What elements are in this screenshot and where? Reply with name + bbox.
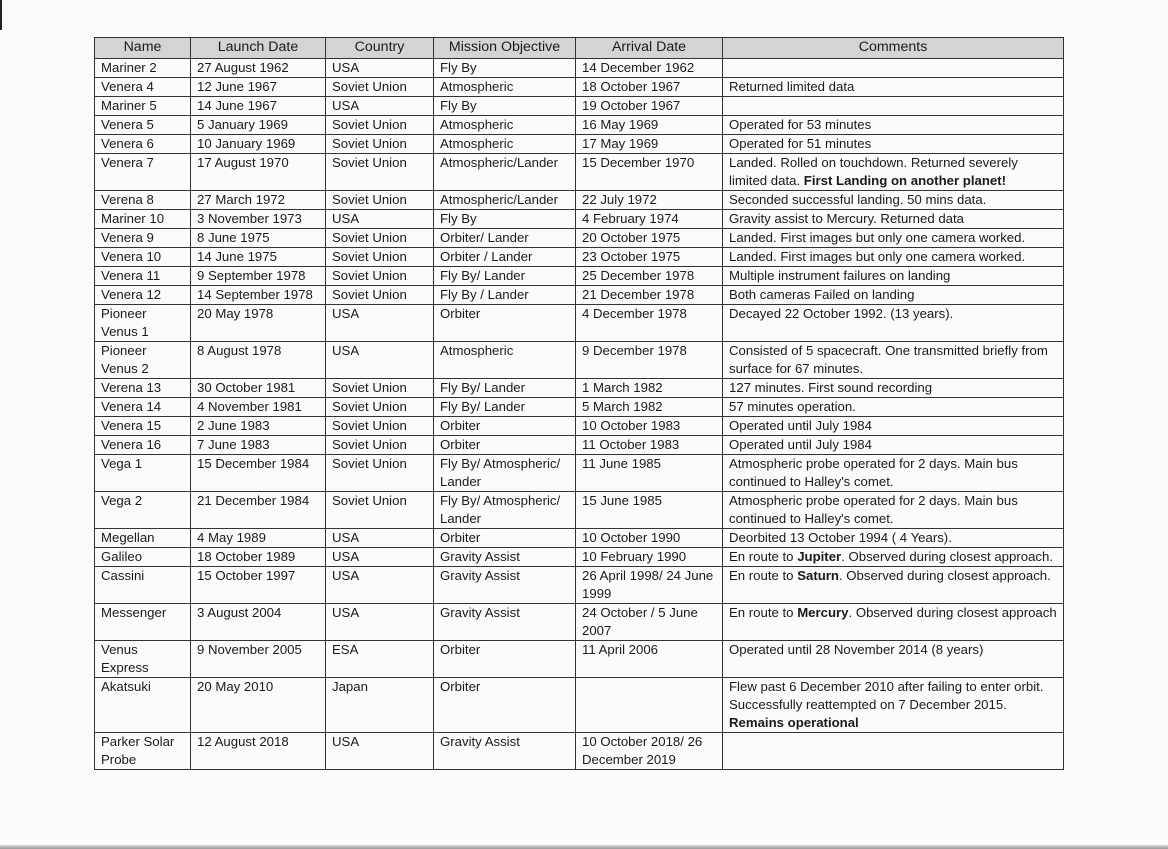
cell-launch-date: 10 January 1969	[191, 135, 326, 154]
table-row	[95, 342, 1064, 379]
cell-name: Venera 11	[95, 267, 191, 286]
comment-text: 127 minutes. First sound recording	[729, 380, 933, 395]
comment-text: Landed. Rolled on touchdown. Returned severely limited data.	[729, 155, 1018, 188]
comment-emphasis: Remains operational	[729, 715, 859, 730]
cell-launch-date: 4 November 1981	[191, 398, 326, 417]
cell-name: Galileo	[95, 548, 191, 567]
header-country: Country	[326, 38, 434, 59]
cell-arrival-date: 10 October 1983	[576, 417, 723, 436]
cell-arrival-date: 17 May 1969	[576, 135, 723, 154]
cell-comments	[723, 529, 1064, 548]
cell-comments	[723, 678, 1064, 733]
header-mission-objective: Mission Objective	[434, 38, 576, 59]
cell-comments	[723, 59, 1064, 78]
cell-name: Venera 16	[95, 436, 191, 455]
cell-country: USA	[326, 59, 434, 78]
table-row	[95, 135, 1064, 154]
cell-mission-objective: Orbiter	[434, 417, 576, 436]
cell-mission-objective: Gravity Assist	[434, 548, 576, 567]
cell-name: Venera 4	[95, 78, 191, 97]
cell-name: Mariner 5	[95, 97, 191, 116]
table-row	[95, 116, 1064, 135]
cell-name: Parker Solar Probe	[95, 733, 191, 770]
comment-text: Operated for 51 minutes	[729, 136, 872, 151]
comment-text: Operated for 53 minutes	[729, 117, 872, 132]
comment-text: Decayed 22 October 1992. (13 years).	[729, 306, 954, 321]
cell-launch-date: 21 December 1984	[191, 492, 326, 529]
cell-arrival-date: 15 December 1970	[576, 154, 723, 191]
table-header-row	[95, 38, 1064, 59]
table-row	[95, 379, 1064, 398]
header-name: Name	[95, 38, 191, 59]
cell-country: USA	[326, 97, 434, 116]
cell-launch-date: 14 September 1978	[191, 286, 326, 305]
cell-comments	[723, 248, 1064, 267]
cell-arrival-date: 25 December 1978	[576, 267, 723, 286]
comment-emphasis: Mercury	[797, 605, 849, 620]
cell-country: Soviet Union	[326, 267, 434, 286]
comment-emphasis: Jupiter	[797, 549, 842, 564]
venus-missions-table	[94, 37, 1064, 770]
cell-country: USA	[326, 548, 434, 567]
cell-launch-date: 30 October 1981	[191, 379, 326, 398]
table-row	[95, 529, 1064, 548]
cell-arrival-date: 4 February 1974	[576, 210, 723, 229]
cell-arrival-date: 22 July 1972	[576, 191, 723, 210]
table-row	[95, 417, 1064, 436]
cell-mission-objective: Fly By/ Atmospheric/ Lander	[434, 492, 576, 529]
cell-comments	[723, 229, 1064, 248]
cell-comments	[723, 97, 1064, 116]
cell-launch-date: 9 November 2005	[191, 641, 326, 678]
cell-country: Soviet Union	[326, 492, 434, 529]
cell-mission-objective: Fly By/ Lander	[434, 267, 576, 286]
comment-text: Landed. First images but only one camera worked.	[729, 230, 1026, 245]
cell-arrival-date: 11 April 2006	[576, 641, 723, 678]
table-row	[95, 492, 1064, 529]
cell-launch-date: 3 November 1973	[191, 210, 326, 229]
cell-name: Venera 14	[95, 398, 191, 417]
table-row	[95, 229, 1064, 248]
cell-country: Soviet Union	[326, 154, 434, 191]
cell-launch-date: 18 October 1989	[191, 548, 326, 567]
comment-text: Gravity assist to Mercury. Returned data	[729, 211, 965, 226]
cell-arrival-date: 9 December 1978	[576, 342, 723, 379]
cell-launch-date: 5 January 1969	[191, 116, 326, 135]
cell-mission-objective: Fly By/ Lander	[434, 379, 576, 398]
cell-arrival-date: 26 April 1998/ 24 June 1999	[576, 567, 723, 604]
page-edge-mark	[0, 0, 2, 30]
table-row	[95, 604, 1064, 641]
comment-emphasis: First Landing on another planet!	[803, 173, 1006, 188]
comment-text: En route to	[729, 549, 798, 564]
cell-comments	[723, 548, 1064, 567]
cell-comments	[723, 733, 1064, 770]
cell-country: USA	[326, 733, 434, 770]
cell-launch-date: 20 May 2010	[191, 678, 326, 733]
cell-country: ESA	[326, 641, 434, 678]
cell-mission-objective: Atmospheric	[434, 116, 576, 135]
table-row	[95, 641, 1064, 678]
cell-comments	[723, 78, 1064, 97]
cell-name: Vega 1	[95, 455, 191, 492]
cell-launch-date: 12 June 1967	[191, 78, 326, 97]
table-row	[95, 398, 1064, 417]
cell-arrival-date: 20 October 1975	[576, 229, 723, 248]
comment-text: En route to	[729, 605, 798, 620]
cell-arrival-date	[576, 678, 723, 733]
cell-mission-objective: Orbiter	[434, 529, 576, 548]
cell-launch-date: 2 June 1983	[191, 417, 326, 436]
cell-mission-objective: Orbiter	[434, 641, 576, 678]
cell-comments	[723, 604, 1064, 641]
cell-comments	[723, 492, 1064, 529]
cell-name: Messenger	[95, 604, 191, 641]
cell-launch-date: 27 August 1962	[191, 59, 326, 78]
cell-launch-date: 17 August 1970	[191, 154, 326, 191]
comment-text: Seconded successful landing. 50 mins data.	[729, 192, 987, 207]
cell-country: Soviet Union	[326, 286, 434, 305]
cell-country: USA	[326, 210, 434, 229]
cell-mission-objective: Fly By/ Lander	[434, 398, 576, 417]
cell-name: Venera 6	[95, 135, 191, 154]
cell-comments	[723, 154, 1064, 191]
cell-comments	[723, 286, 1064, 305]
cell-launch-date: 4 May 1989	[191, 529, 326, 548]
table-row	[95, 436, 1064, 455]
cell-mission-objective: Atmospheric	[434, 78, 576, 97]
cell-launch-date: 14 June 1967	[191, 97, 326, 116]
cell-arrival-date: 23 October 1975	[576, 248, 723, 267]
comment-text: Both cameras Failed on landing	[729, 287, 915, 302]
cell-arrival-date: 4 December 1978	[576, 305, 723, 342]
cell-name: Pioneer Venus 2	[95, 342, 191, 379]
header-launch-date: Launch Date	[191, 38, 326, 59]
comment-text: Multiple instrument failures on landing	[729, 268, 951, 283]
cell-name: Vega 2	[95, 492, 191, 529]
cell-country: USA	[326, 567, 434, 604]
cell-launch-date: 8 August 1978	[191, 342, 326, 379]
cell-comments	[723, 116, 1064, 135]
comment-text: Operated until 28 November 2014 (8 years)	[729, 642, 984, 657]
cell-launch-date: 20 May 1978	[191, 305, 326, 342]
cell-name: Mariner 2	[95, 59, 191, 78]
cell-mission-objective: Gravity Assist	[434, 567, 576, 604]
cell-comments	[723, 267, 1064, 286]
comment-text: Consisted of 5 spacecraft. One transmitted briefly from surface for 67 minutes.	[729, 343, 1048, 376]
table-body	[95, 59, 1064, 770]
cell-name: Venera 12	[95, 286, 191, 305]
cell-country: Soviet Union	[326, 398, 434, 417]
cell-arrival-date: 16 May 1969	[576, 116, 723, 135]
cell-mission-objective: Fly By	[434, 59, 576, 78]
cell-launch-date: 7 June 1983	[191, 436, 326, 455]
comment-text: En route to	[729, 568, 798, 583]
cell-arrival-date: 11 October 1983	[576, 436, 723, 455]
comment-text: Atmospheric probe operated for 2 days. Main bus continued to Halley's comet.	[729, 493, 1018, 526]
comment-emphasis: Saturn	[797, 568, 839, 583]
comment-text: Returned limited data	[729, 79, 855, 94]
cell-mission-objective: Atmospheric/Lander	[434, 154, 576, 191]
cell-country: Soviet Union	[326, 116, 434, 135]
cell-launch-date: 14 June 1975	[191, 248, 326, 267]
cell-comments	[723, 398, 1064, 417]
cell-launch-date: 9 September 1978	[191, 267, 326, 286]
comment-text: Operated until July 1984	[729, 418, 872, 433]
cell-mission-objective: Orbiter/ Lander	[434, 229, 576, 248]
cell-comments	[723, 567, 1064, 604]
cell-country: Soviet Union	[326, 78, 434, 97]
cell-country: USA	[326, 305, 434, 342]
cell-arrival-date: 10 October 2018/ 26 December 2019	[576, 733, 723, 770]
cell-mission-objective: Fly By/ Atmospheric/ Lander	[434, 455, 576, 492]
table-row	[95, 210, 1064, 229]
cell-country: USA	[326, 529, 434, 548]
comment-text: Deorbited 13 October 1994 ( 4 Years).	[729, 530, 952, 545]
cell-country: Soviet Union	[326, 417, 434, 436]
cell-country: Soviet Union	[326, 248, 434, 267]
cell-name: Akatsuki	[95, 678, 191, 733]
cell-launch-date: 15 December 1984	[191, 455, 326, 492]
comment-text: Flew past 6 December 2010 after failing to enter orbit. Successfully reattempted on 7 December 2015.	[729, 679, 1044, 712]
table-row	[95, 305, 1064, 342]
comment-text-after: . Observed during closest approach	[848, 605, 1057, 620]
cell-comments	[723, 342, 1064, 379]
cell-launch-date: 12 August 2018	[191, 733, 326, 770]
table-row	[95, 567, 1064, 604]
cell-mission-objective: Atmospheric	[434, 342, 576, 379]
cell-launch-date: 3 August 2004	[191, 604, 326, 641]
table-row	[95, 286, 1064, 305]
cell-mission-objective: Orbiter	[434, 436, 576, 455]
comment-text-after: . Observed during closest approach.	[838, 568, 1051, 583]
table-row	[95, 548, 1064, 567]
cell-country: USA	[326, 604, 434, 641]
cell-comments	[723, 305, 1064, 342]
cell-arrival-date: 14 December 1962	[576, 59, 723, 78]
cell-arrival-date: 24 October / 5 June 2007	[576, 604, 723, 641]
cell-arrival-date: 5 March 1982	[576, 398, 723, 417]
cell-arrival-date: 18 October 1967	[576, 78, 723, 97]
cell-name: Venera 5	[95, 116, 191, 135]
scan-bottom-edge	[0, 845, 1168, 849]
cell-name: Verena 13	[95, 379, 191, 398]
table-row	[95, 78, 1064, 97]
cell-mission-objective: Fly By	[434, 97, 576, 116]
cell-mission-objective: Orbiter	[434, 678, 576, 733]
cell-mission-objective: Fly By	[434, 210, 576, 229]
cell-name: Venus Express	[95, 641, 191, 678]
comment-text: 57 minutes operation.	[729, 399, 856, 414]
cell-country: Soviet Union	[326, 379, 434, 398]
cell-comments	[723, 135, 1064, 154]
cell-mission-objective: Atmospheric	[434, 135, 576, 154]
cell-name: Venera 7	[95, 154, 191, 191]
cell-mission-objective: Fly By / Lander	[434, 286, 576, 305]
table-row	[95, 455, 1064, 492]
header-arrival-date: Arrival Date	[576, 38, 723, 59]
cell-country: Soviet Union	[326, 436, 434, 455]
cell-country: Japan	[326, 678, 434, 733]
cell-arrival-date: 19 October 1967	[576, 97, 723, 116]
cell-arrival-date: 21 December 1978	[576, 286, 723, 305]
cell-name: Venera 15	[95, 417, 191, 436]
cell-mission-objective: Gravity Assist	[434, 604, 576, 641]
cell-name: Cassini	[95, 567, 191, 604]
cell-name: Venera 10	[95, 248, 191, 267]
cell-comments	[723, 379, 1064, 398]
cell-comments	[723, 191, 1064, 210]
cell-comments	[723, 210, 1064, 229]
cell-mission-objective: Orbiter / Lander	[434, 248, 576, 267]
header-comments: Comments	[723, 38, 1064, 59]
cell-arrival-date: 15 June 1985	[576, 492, 723, 529]
cell-launch-date: 15 October 1997	[191, 567, 326, 604]
table-row	[95, 97, 1064, 116]
cell-comments	[723, 417, 1064, 436]
cell-arrival-date: 10 February 1990	[576, 548, 723, 567]
comment-text: Operated until July 1984	[729, 437, 872, 452]
cell-comments	[723, 436, 1064, 455]
table-row	[95, 733, 1064, 770]
cell-mission-objective: Atmospheric/Lander	[434, 191, 576, 210]
comment-text-after: . Observed during closest approach.	[841, 549, 1054, 564]
table-row	[95, 154, 1064, 191]
table-row	[95, 191, 1064, 210]
table-row	[95, 267, 1064, 286]
cell-name: Verena 8	[95, 191, 191, 210]
cell-name: Venera 9	[95, 229, 191, 248]
table-row	[95, 59, 1064, 78]
table-row	[95, 678, 1064, 733]
cell-name: Megellan	[95, 529, 191, 548]
comment-text: Atmospheric probe operated for 2 days. Main bus continued to Halley's comet.	[729, 456, 1018, 489]
cell-mission-objective: Orbiter	[434, 305, 576, 342]
table-row	[95, 248, 1064, 267]
cell-launch-date: 8 June 1975	[191, 229, 326, 248]
cell-arrival-date: 1 March 1982	[576, 379, 723, 398]
cell-country: USA	[326, 342, 434, 379]
cell-country: Soviet Union	[326, 135, 434, 154]
cell-arrival-date: 10 October 1990	[576, 529, 723, 548]
cell-comments	[723, 641, 1064, 678]
cell-name: Pioneer Venus 1	[95, 305, 191, 342]
cell-country: Soviet Union	[326, 229, 434, 248]
cell-comments	[723, 455, 1064, 492]
cell-arrival-date: 11 June 1985	[576, 455, 723, 492]
cell-mission-objective: Gravity Assist	[434, 733, 576, 770]
cell-name: Mariner 10	[95, 210, 191, 229]
cell-country: Soviet Union	[326, 191, 434, 210]
cell-launch-date: 27 March 1972	[191, 191, 326, 210]
comment-text: Landed. First images but only one camera worked.	[729, 249, 1026, 264]
cell-country: Soviet Union	[326, 455, 434, 492]
